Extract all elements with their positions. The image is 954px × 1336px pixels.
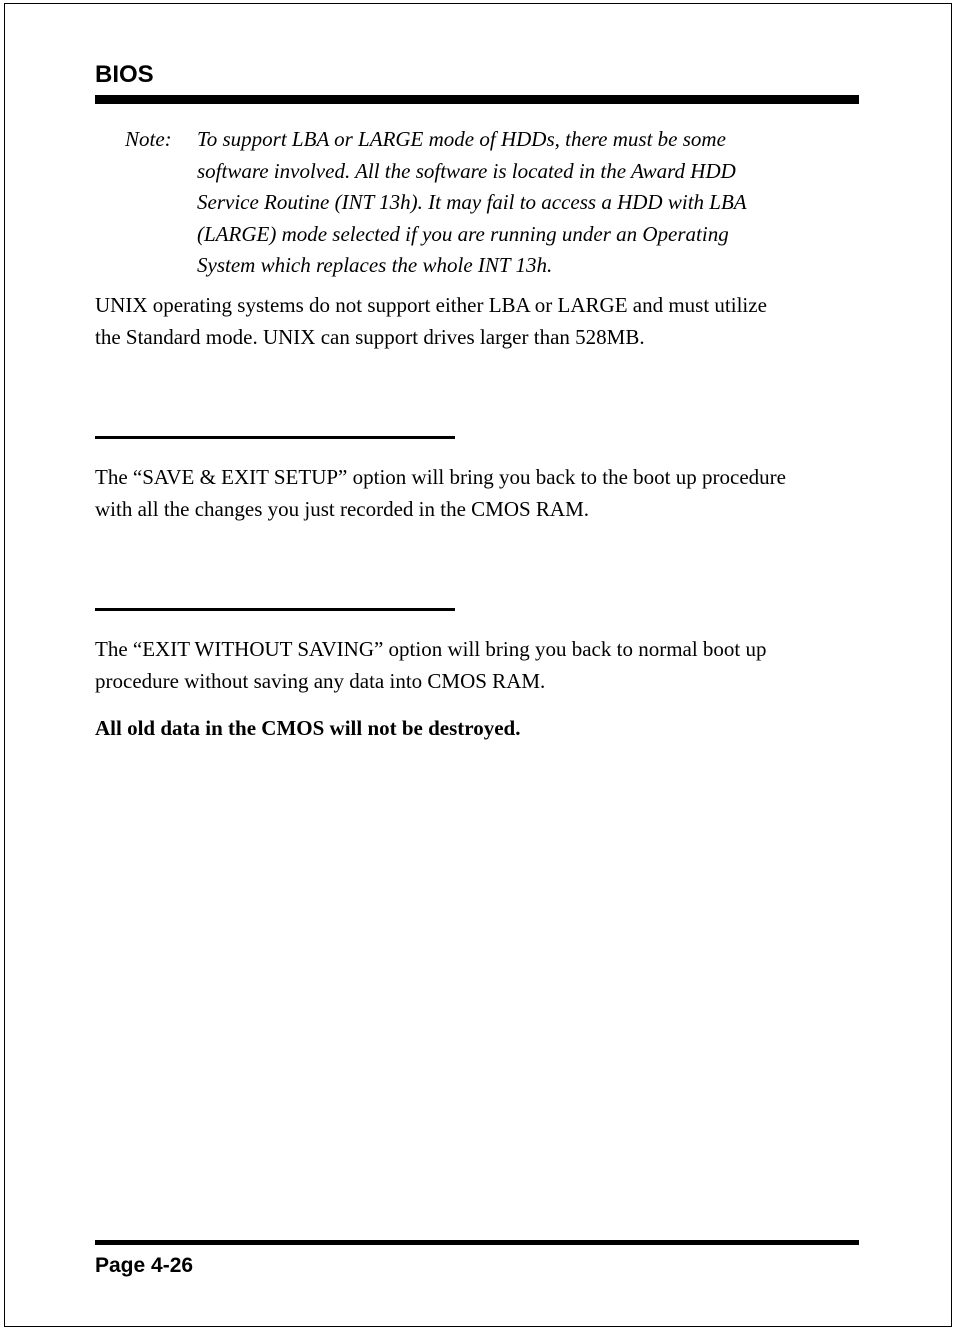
header-rule [95, 95, 859, 104]
unix-paragraph: UNIX operating systems do not support either LBA or LARGE and must utilize the Standard mode. UNIX can support drives larger than 528MB. [95, 293, 767, 349]
footer-rule [95, 1240, 859, 1245]
note-label: Note: [125, 127, 172, 151]
page-number: Page 4-26 [95, 1254, 194, 1277]
save-exit-section-rule [95, 436, 455, 439]
save-exit-paragraph: The “SAVE & EXIT SETUP” option will bring you back to the boot up procedure with all the changes you just recorded in the CMOS RAM. [95, 465, 786, 521]
page-header-title: BIOS [95, 61, 154, 88]
exit-without-saving-section-rule [95, 608, 455, 611]
exit-without-saving-paragraph: The “EXIT WITHOUT SAVING” option will bring you back to normal boot up procedure without saving any data into CMOS RAM. [95, 637, 767, 693]
cmos-preserved-note: All old data in the CMOS will not be destroyed. [95, 716, 521, 740]
note-body: To support LBA or LARGE mode of HDDs, there must be some software involved. All the software is located in the Award HDD Service Routine (INT 13h). It may fail to access a HDD with LBA (LARGE) mode selected if you are running under an Operating System which replaces the whole INT 13h. [197, 127, 747, 277]
